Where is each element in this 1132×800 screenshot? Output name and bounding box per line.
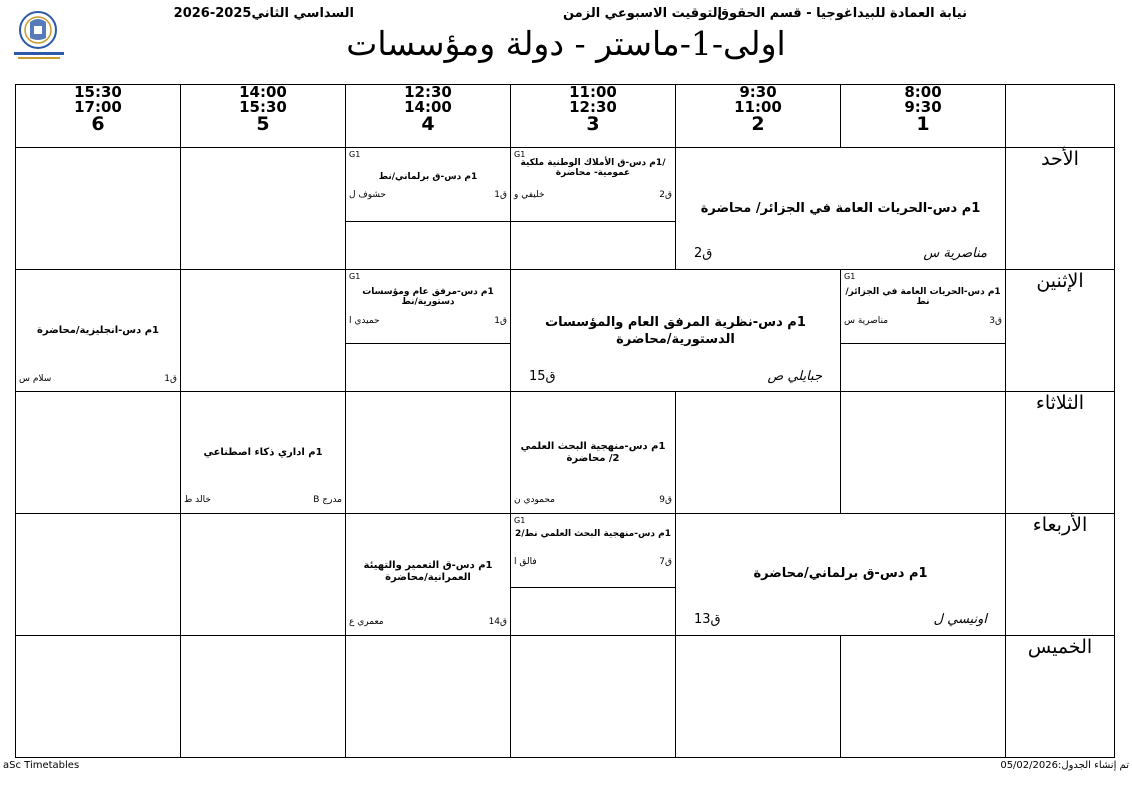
day-tuesday: الثلاثاء [1006,392,1115,514]
day-monday: الإثنين [1006,270,1115,392]
room: مدرج B [313,495,342,505]
wed-p6 [16,514,181,636]
day-thursday: الخميس [1006,636,1115,758]
subject: 1م دس-مرفق عام ومؤسسات دستورية/نط [362,287,494,307]
period-header-4: 12:30 14:00 4 [346,85,511,148]
period-header-6: 15:30 17:00 6 [16,85,181,148]
group-label: G1 [844,272,856,281]
room: ق3 [989,316,1002,326]
semester-header: السداسي الثاني2025-2026 [173,6,354,21]
group-label: G1 [514,516,526,525]
footer-left: aSc Timetables [3,760,80,771]
group-label: G1 [514,150,526,159]
thu-p2 [676,636,841,758]
period-header-5: 14:00 15:30 5 [181,85,346,148]
room: ق1 [164,374,177,384]
timetable-grid [15,84,1115,758]
subject: 1م دس-منهجية البحث العلمي نط/2 [514,529,672,539]
sun-p5 [181,148,346,270]
thu-p5 [181,636,346,758]
room: ق15 [529,369,556,384]
teacher: حشوف ل [349,190,386,200]
mon-p1 [841,270,1006,392]
session-cell [511,514,675,588]
university-logo-icon [10,6,70,62]
room: ق9 [659,495,672,505]
tue-p5 [181,392,346,514]
tue-p2 [676,392,841,514]
session-cell [841,270,1005,344]
subject: 1م دس-ق برلماني/نط [378,172,478,182]
group-label: G1 [349,150,361,159]
tue-p6 [16,392,181,514]
subject: /1م دس-ق الأملاك الوطنية ملكية عمومية- محاضرة [520,158,666,178]
thu-p6 [16,636,181,758]
tue-p1 [841,392,1006,514]
mon-p6 [16,270,181,392]
teacher: سلام س [19,374,52,384]
room: ق7 [659,557,672,567]
sun-p4 [346,148,511,270]
teacher: خليفي و [514,190,545,200]
thu-p4 [346,636,511,758]
mon-p4 [346,270,511,392]
teacher: معمري ع [349,617,384,627]
thu-p3 [511,636,676,758]
corner-cell [1006,85,1115,148]
teacher: فالق ا [514,557,537,567]
period-header-2: 9:30 11:00 2 [676,85,841,148]
wed-p5 [181,514,346,636]
teacher: جبايلي ص [767,369,822,384]
period-header-1: 8:00 9:30 1 [841,85,1006,148]
wed-p3 [511,514,676,636]
room: ق1 [494,316,507,326]
footer-right: تم إنشاء الجدول:05/02/2026 [1000,760,1129,771]
teacher: خالد ط [184,495,211,505]
mon-p2-3 [511,270,841,392]
teacher: محمودي ن [514,495,556,505]
subject: 1م دس-الحريات العامة في الجزائر/ محاضرة [700,201,981,216]
teacher: مناصرية س [844,316,889,326]
day-wednesday: الأربعاء [1006,514,1115,636]
sun-p3 [511,148,676,270]
sun-p1-2 [676,148,1006,270]
subject: 1م دس-منهجية البحث العلمي 2/ محاضرة [520,441,666,464]
wed-p4 [346,514,511,636]
subject: 1م دس-انجليزية/محاضرة [36,325,160,336]
session-cell [511,148,675,222]
teacher: حميدي ا [349,316,380,326]
group-label: G1 [349,272,361,281]
session-cell [346,148,510,222]
day-sunday: الأحد [1006,148,1115,270]
thu-p1 [841,636,1006,758]
page-title: اولى-1-ماستر - دولة ومؤسسات [346,24,786,63]
tue-p3 [511,392,676,514]
tue-p4 [346,392,511,514]
wed-p1-2 [676,514,1006,636]
schedule-header: التوقيت الاسبوعي الزمن [562,6,722,21]
subject: 1م دس-ق برلماني/محاضرة [753,566,928,581]
teacher: مناصرية س [923,246,987,261]
session-cell [346,270,510,344]
room: ق2 [659,190,672,200]
subject: 1م دس-ق التعمير والتهيئة العمرانية/محاضرة [363,560,493,583]
mon-p5 [181,270,346,392]
department-header: نيابة العمادة للبيداغوجيا - قسم الحقوق [717,6,967,21]
room: ق1 [494,190,507,200]
subject: 1م دس-الحريات العامة في الجزائر/نط [845,287,1001,307]
teacher: اونيسي ل [933,612,987,627]
subject: 1م دس-نظرية المرفق العام والمؤسسات الدستورية/محاضرة [545,315,806,347]
sun-p6 [16,148,181,270]
room: ق2 [694,246,713,261]
room: ق14 [488,617,507,627]
room: ق13 [694,612,721,627]
subject: 1م اداري ذكاء اصطناعي [203,447,323,458]
period-header-3: 11:00 12:30 3 [511,85,676,148]
